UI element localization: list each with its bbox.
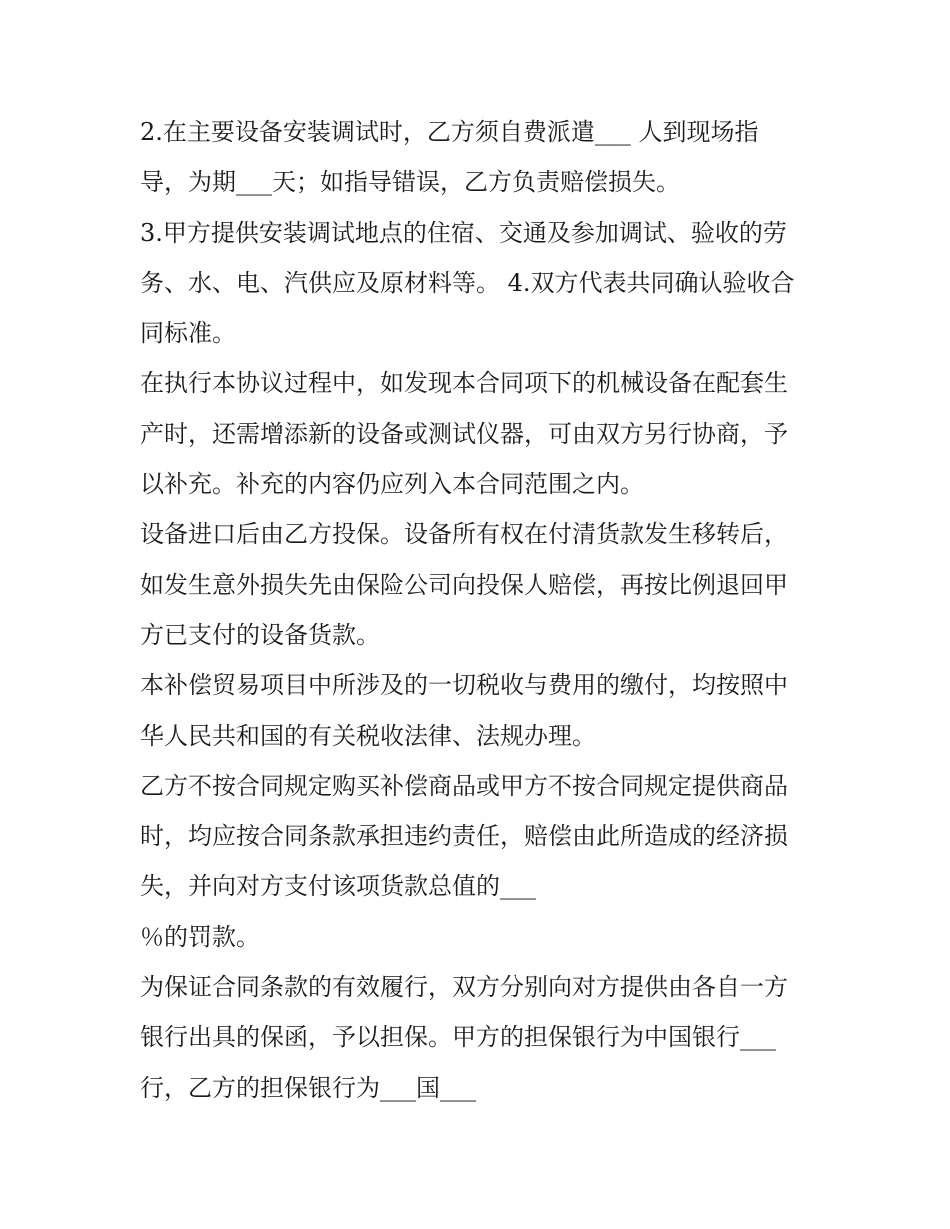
document-page <box>140 107 820 1113</box>
paragraph-breach-liability: 乙方不按合同规定购买补偿商品或甲方不按合同规定提供商品 时，均应按合同条款承担违约责任，赔偿由此所造成的经济损 失，并向对方支付该项货款总值的___ <box>140 771 788 901</box>
paragraph-additional-equipment: 在执行本协议过程中，如发现本合同项下的机械设备在配套生 产时，还需增添新的设备或测试仪器，可由双方另行协商，予 以补充。补充的内容仍应列入本合同范围之内。 <box>140 369 788 499</box>
paragraph-insurance: 设备进口后由乙方投保。设备所有权在付清货款发生移转后， 如发生意外损失先由保险公司向投保人赔偿，再按比例退回甲 方已支付的设备货款。 <box>140 520 788 649</box>
paragraph-installation-guidance: 2.在主要设备安装调试时，乙方须自费派遣___ 人到现场指 导，为期___天；如指导错误，乙方负责赔偿损失。 <box>140 118 759 197</box>
paragraph-bank-guarantee: 为保证合同条款的有效履行，双方分别向对方提供由各自一方 银行出具的保函，予以担保。甲方的担保银行为中国银行___ 行，乙方的担保银行为___国___ <box>140 973 788 1102</box>
paragraph-taxation: 本补偿贸易项目中所涉及的一切税收与费用的缴付，均按照中 华人民共和国的有关税收法律、法规办理。 <box>140 671 788 750</box>
paragraph-site-support: 3.甲方提供安装调试地点的住宿、交通及参加调试、验收的劳 务、水、电、汽供应及原材料等。 4.双方代表共同确认验收合 同标准。 <box>140 218 795 348</box>
paragraph-penalty: ％的罚款。 <box>140 922 260 951</box>
